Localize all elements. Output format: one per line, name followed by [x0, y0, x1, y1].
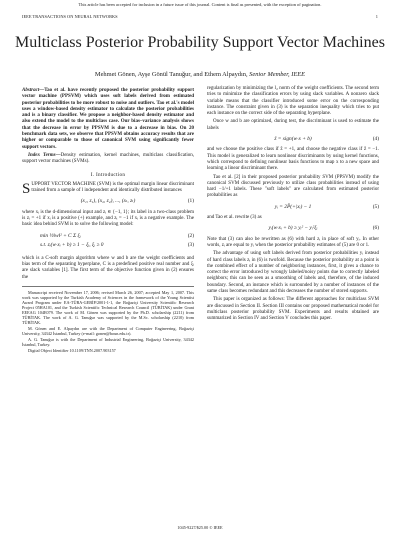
equation-6-body: yᵢ(w·xᵢ + b) ≥ yᵢ² − yᵢ²ξᵢ — [268, 225, 318, 232]
right-paragraph-1: regularization by minimizing the l₂ norm of the weight coefficients. The second term tries to minimize the classification errors by using slack variables. A nonzero slack variable means that the classifier introduced some error on the corresponding instance. The constraint given in (3) is the separation inequality which tries to put each instance on the correct side of the separating hyperplane. — [207, 86, 379, 117]
section-heading-introduction: I. Introduction — [90, 171, 126, 178]
abstract-text: Tao et al. have recently proposed the posterior probability support vector machine (PPSVM) which uses soft labels derived from estimated posterior probabilities to be more robust to noise and outliers. Tao et al.'s model uses a window-based density estimator to calculate the posterior probabilities and is a binary classifier. We propose a neighbor-based density estimator and also extend the model to the multiclass case. Our bias–variance analysis shows that the decrease in error by PPSVM is due to a decrease in bias. On 20 benchmark data sets, we observe that PPSVM obtains accuracy results that are higher or comparable to those of canonical SVM using significantly fewer support vectors. — [22, 88, 194, 150]
equation-1-body: (x₁, z₁), (x₂, z₂), ..., (xₗ, zₗ) — [80, 198, 136, 205]
equation-6 — [207, 225, 379, 231]
equation-2-line — [40, 233, 194, 242]
equation-5 — [207, 204, 379, 210]
abstract-label: Abstract— — [22, 88, 45, 93]
left-column — [22, 88, 194, 354]
index-terms-label: Index Terms— — [28, 152, 61, 158]
author-membership: Senior Member, IEEE — [249, 71, 306, 78]
journal-name: IEEE TRANSACTIONS ON NEURAL NETWORKS — [22, 14, 118, 19]
author-line — [0, 71, 400, 78]
equation-2-3 — [22, 233, 194, 251]
intro-paragraph-1 — [22, 182, 194, 195]
copyright-line: 1045-9227/$25.00 © IEEE — [177, 525, 223, 530]
acceptance-notice: This article has been accepted for inclusion in a future issue of this journal. Content is final as presented, with the exception of pagination. — [78, 2, 322, 7]
equation-4-number: (4) — [372, 136, 379, 143]
equation-1 — [22, 198, 194, 204]
drop-cap: S — [22, 180, 31, 197]
right-paragraph-7: The advantage of using soft labels derived from posterior probabilities yᵢ instead of hard class labels zᵢ in (6) is twofold. Because the posterior probability at a point is the combined effect of a number of neighboring instances, first, it gives a chance to correct the error introduced by wrongly labeled/noisy points due to correctly labeled neighbors; this can be seen as a smoothing of labels and, therefore, of the induced boundary. Second, an instance which is surrounded by a number of instances of the same class becomes redundant and this decreases the number of stored supports. — [207, 251, 379, 295]
author-names: Mehmet Gönen, Ayşe Gönül Tanuğur, and Ethem Alpaydın, — [94, 71, 248, 78]
equation-5-body: yᵢ = 2P̂(+|xᵢ) − 1 — [274, 203, 312, 210]
abstract — [22, 88, 194, 151]
index-terms-text: Density estimation, kernel machines, multiclass classification, support vector machines (SVMs). — [22, 152, 194, 165]
intro-text-1: UPPORT VECTOR MACHINE (SVM) is the optimal margin linear discriminant trained from a sample of l independent and identically distributed instances — [31, 181, 194, 194]
footnote-manuscript: Manuscript received November 17, 2006; revised March 26, 2007; accepted May 1, 2007. This work was supported by the Turkish Academy of Sciences in the framework of the Young Scientist Award Program under EA-TÜBA-GEBİP/2001-1-1, the Boğaziçi University Scientific Research Project 05HA101, and the Turkish Scientific Technical Research Council (TÜBİTAK) under Grant EEEAG 104E079. The work of M. Gönen was supported by the Ph.D. scholarship (2211) from TÜBİTAK. The work of A. G. Tanuğur was supported by the M.Sc. scholarship (2210) from TÜBİTAK. — [22, 289, 194, 325]
right-paragraph-3: and we choose the positive class if ẑ = +1, and choose the negative class if ẑ = −1. This model is generalized to learn nonlinear discriminants by using kernel functions, which correspond to defining nonlinear basis functions to map x to a new space and learning a linear discriminant there. — [207, 147, 379, 172]
right-paragraph-5: and Tao et al. rewrite (3) as — [207, 215, 262, 221]
intro-paragraph-2: where xᵢ is the d-dimensional input and zᵢ ∈ {−1, 1}; its label in a two-class problem is zᵢ = +1 if xᵢ is a positive (+) example, and zᵢ = −1 if xᵢ is a negative example. The basic idea behind SVM is to solve the following model: — [22, 209, 194, 228]
right-paragraph-2: Once w and b are optimized, during test, the discriminant is used to estimate the labels — [207, 119, 379, 131]
equation-2-body: min ½‖w‖² + C Σ ξᵢ — [40, 232, 81, 239]
right-paragraph-4: Tao et al. [2] in their proposed posterior probability SVM (PPSVM) modify the canonical SVM discussed previously to utilize class probabilities instead of using hard −1/+1 labels. These "soft labels" are calculated from estimated posterior probabilities as — [207, 174, 379, 199]
equation-4 — [207, 136, 379, 142]
equation-6-number: (6) — [372, 225, 379, 232]
right-paragraph-6: Note that (3) can also be rewritten as (6) with hard zᵢ in place of soft yᵢ. In other words, zᵢ are equal to yᵢ when the posterior probability estimates of (5) are 0 or 1. — [207, 236, 379, 248]
equation-3-body: s.t. zᵢ(w·xᵢ + b) ≥ 1 − ξᵢ, ξᵢ ≥ 0 — [40, 241, 104, 248]
footnote-doi: Digital Object Identifier 10.1109/TNN.2007.903157 — [28, 347, 116, 353]
equation-3-line — [40, 242, 194, 251]
equation-3-number: (3) — [187, 241, 194, 248]
right-column — [207, 86, 379, 325]
footnote-affiliation-2: A. G. Tanuğur is with the Department of Industrial Engineering, Boğaziçi University, 34342 İstanbul, Turkey. — [22, 336, 194, 347]
equation-5-number: (5) — [372, 203, 379, 210]
right-paragraph-8: This paper is organized as follows: The different approaches for multiclass SVM are discussed in Section II. Section III contains our proposed mathematical model for multiclass posterior probability SVM. Experiments and results obtained are summarized in Section IV and Section V concludes this paper. — [207, 297, 379, 322]
equation-1-number: (1) — [187, 198, 194, 205]
intro-paragraph-3: which is a C-soft margin algorithm where w and b are the weight coefficients and bias term of the separating hyperplane, C is a predefined positive real number and ξᵢ are slack variables [1]. The first term of the objective function given in (2) ensures the — [22, 255, 194, 280]
equation-4-body: ẑ = sign(w·x + b) — [274, 136, 312, 143]
paper-title: Multiclass Posterior Probability Support Vector Machines — [15, 34, 385, 51]
running-head — [22, 14, 378, 19]
footnotes — [22, 286, 194, 353]
footnote-affiliation-1: M. Gönen and E. Alpaydın are with the Department of Computer Engineering, Boğaziçi University, 34342 İstanbul, Turkey (e-mail: gonen@boun.edu.tr). — [22, 325, 194, 336]
index-terms — [22, 153, 194, 166]
equation-2-number: (2) — [187, 232, 194, 239]
page-number: 1 — [375, 14, 378, 19]
